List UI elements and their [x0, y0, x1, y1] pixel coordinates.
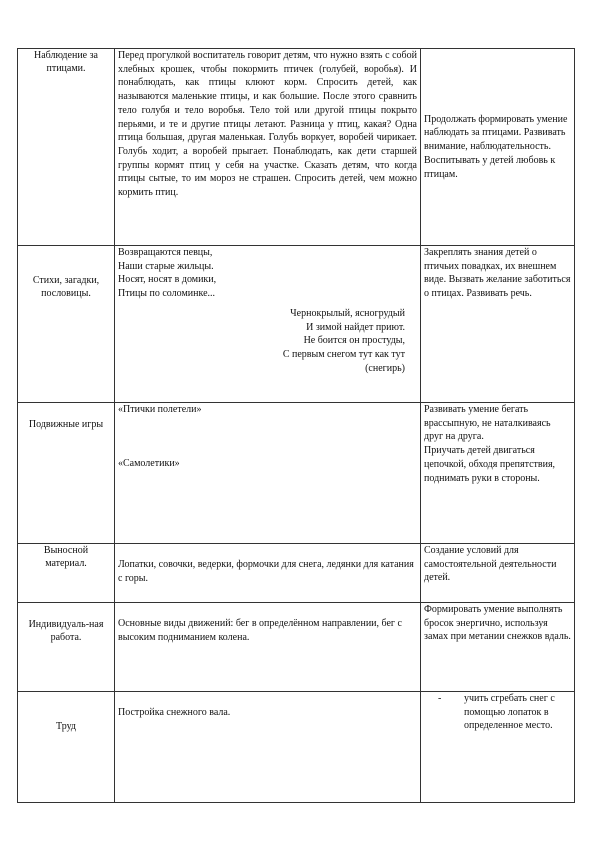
table-row — [18, 603, 575, 692]
riddle-line: Не боится он простуды, — [303, 335, 405, 347]
activity-content: Постройка снежного вала. — [118, 707, 231, 718]
activity-goal: Закреплять знания детей о птичьих повадках, их внешнем виде. Вызвать желание заботиться о птицах. Развивать речь. — [424, 247, 571, 300]
poem-line: Носят, носят в домики, — [118, 274, 217, 286]
activity-name: Наблюдение за птицами. — [33, 50, 98, 74]
activity-goal-cell — [421, 603, 575, 692]
activity-goal-cell — [421, 544, 575, 603]
activity-content-cell — [115, 544, 421, 603]
activity-content-cell — [115, 246, 421, 403]
poem-line: Возвращаются певцы, — [118, 247, 213, 258]
activity-content: Основные виды движений: бег в определённом направлении, бег с высоким подниманием колена. — [118, 618, 402, 643]
poem-line: Птицы по соломинке... — [118, 288, 216, 300]
activity-content-cell — [115, 403, 421, 544]
table-row — [18, 403, 575, 544]
activity-goal: Создание условий для самостоятельной деятельности детей. — [424, 545, 557, 584]
riddle-line: С первым снегом тут как тут — [282, 348, 405, 360]
riddle-answer: (снегирь) — [365, 362, 405, 374]
activity-content-cell — [115, 49, 421, 246]
riddle-line: И зимой найдет приют. — [306, 321, 405, 333]
poem-line: Наши старые жильцы. — [118, 260, 214, 272]
activity-name: Выносной материал. — [43, 545, 89, 569]
activity-goal: Приучать детей двигаться цепочкой, обходя препятствия, поднимать руки в стороны. — [424, 445, 556, 484]
activity-name-cell — [18, 403, 115, 544]
activity-name-cell — [18, 246, 115, 403]
table-row — [18, 246, 575, 403]
list-dash: - — [438, 693, 442, 704]
activity-content: Перед прогулкой воспитатель говорит детям, что нужно взять с собой хлебных крошек, чтобы покормить птичек (голубей, воробья). И понаблюдать, как птицы клюют корм. Спросить детей, как называются маленькие птицы, и как большие. После этого сравнить тело голубя и тело воробья. Тело той или другой птицы покрыто перьями, и те и другие птицы летают. Разница у птиц, какая? Одна птица большая, другая маленькая. Голубь воркует, воробей чирикает. Голубь ходит, а воробей прыгает. Понаблюдать, как дети старшей группы кормят птиц у себя на участке. Сказать детям, что когда птицы сытые, то им мороз не страшен. Спросить детей, чем можно кормить птиц. — [118, 50, 417, 199]
activity-name: Труд — [55, 721, 77, 732]
activity-name: Подвижные игры — [28, 419, 104, 430]
game-title: «Самолетики» — [118, 457, 180, 469]
activity-goal: Продолжать формировать умение наблюдать за птицами. Развивать внимание, наблюдательность. Воспитывать у детей любовь к птицам. — [424, 113, 568, 180]
activity-goal: учить сгребать снег с помощью лопаток в определенное место. — [464, 693, 555, 732]
table-row — [18, 544, 575, 603]
poem — [118, 246, 417, 301]
game-title: «Птички полетели» — [118, 404, 202, 415]
activity-content: Лопатки, совочки, ведерки, формочки для снега, ледянки для катания с горы. — [118, 559, 414, 584]
activity-content-cell — [115, 692, 421, 803]
activity-name: Индивидуаль-ная работа. — [28, 619, 104, 643]
activity-name: Стихи, загадки, пословицы. — [32, 275, 100, 299]
activity-plan-table — [17, 48, 575, 803]
activity-name-cell — [18, 603, 115, 692]
activity-content-cell — [115, 603, 421, 692]
goal-list-item — [424, 692, 571, 733]
activity-goal-cell — [421, 49, 575, 246]
activity-name-cell — [18, 49, 115, 246]
table-row — [18, 692, 575, 803]
activity-name-cell — [18, 692, 115, 803]
activity-goal: Развивать умение бегать врассыпную, не наталкиваясь друг на друга. — [424, 404, 551, 443]
activity-goal: Формировать умение выполнять бросок энергично, используя замах при метании снежков вдаль. — [424, 604, 571, 643]
riddle-line: Чернокрылый, ясногрудый — [290, 307, 405, 319]
activity-goal-cell — [421, 246, 575, 403]
table-row — [18, 49, 575, 246]
activity-goal-cell — [421, 692, 575, 803]
activity-goal-cell — [421, 403, 575, 544]
activity-name-cell — [18, 544, 115, 603]
riddle — [118, 307, 417, 376]
